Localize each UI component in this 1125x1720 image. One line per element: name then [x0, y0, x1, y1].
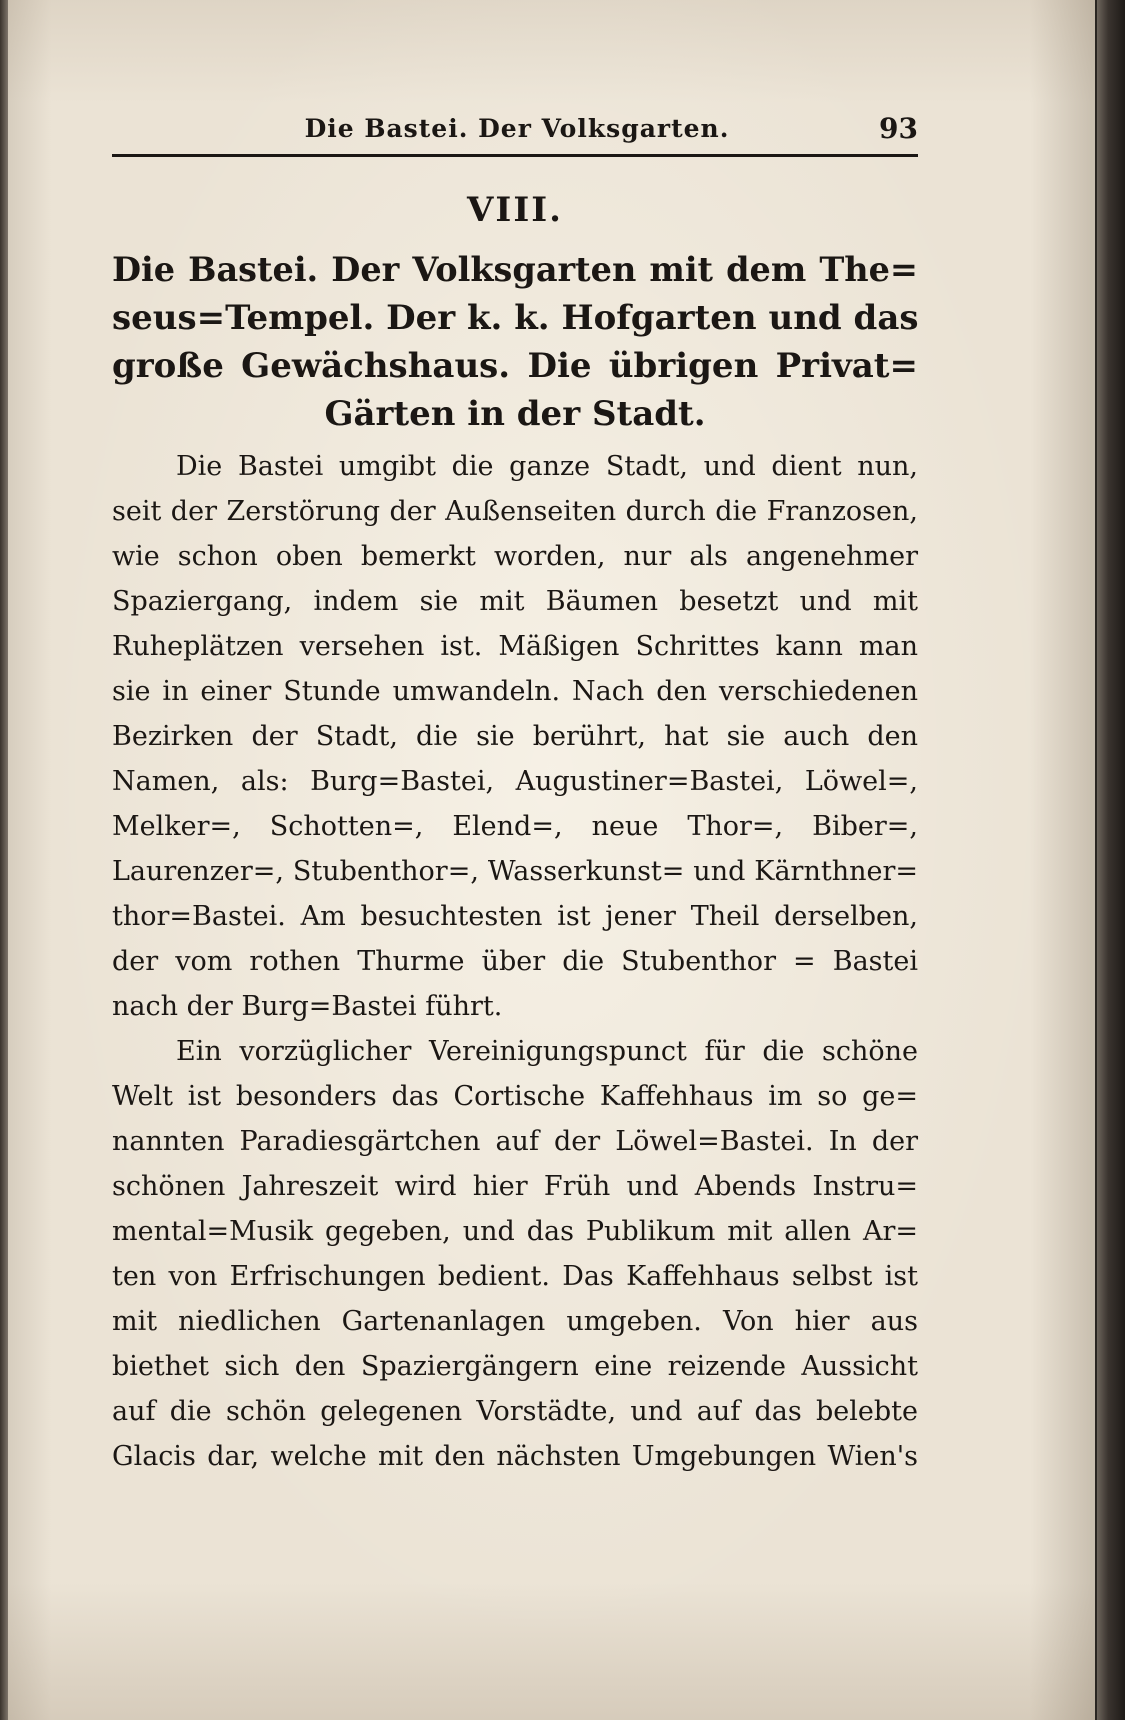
- paragraph-line: biethet sich den Spaziergängern eine reizende Aussicht: [112, 1351, 918, 1382]
- running-head: [116, 112, 918, 152]
- book-page: [8, 0, 1095, 1720]
- paragraph-line: Bezirken der Stadt, die sie berührt, hat sie auch den: [112, 721, 918, 752]
- body-text: [112, 444, 918, 1479]
- paragraph-line: Glacis dar, welche mit den nächsten Umgebungen Wien's: [112, 1441, 918, 1472]
- chapter-title-line: große Gewächshaus. Die übrigen Privat=: [112, 346, 918, 386]
- chapter-title: [112, 246, 918, 438]
- paragraph-line: Ein vorzüglicher Vereinigungspunct für die schöne: [176, 1036, 918, 1067]
- page-number: 93: [879, 112, 918, 145]
- paragraph-line: nach der Burg=Bastei führt.: [112, 991, 503, 1022]
- chapter-number: VIII.: [467, 190, 563, 230]
- paragraph-line: Spaziergang, indem sie mit Bäumen besetzt und mit: [112, 586, 918, 617]
- running-head-title: Die Bastei. Der Volksgarten.: [304, 114, 730, 143]
- paragraph-line: der vom rothen Thurme über die Stubenthor = Bastei: [112, 946, 918, 977]
- paragraph-line: thor=Bastei. Am besuchtesten ist jener Theil derselben,: [112, 901, 918, 932]
- chapter-title-line: Die Bastei. Der Volksgarten mit dem The=: [112, 250, 918, 289]
- chapter-title-line: Gärten in der Stadt.: [324, 394, 706, 434]
- paragraph-line: Melker=, Schotten=, Elend=, neue Thor=, Biber=,: [112, 811, 918, 842]
- paragraph-line: nannten Paradiesgärtchen auf der Löwel=Bastei. In der: [112, 1126, 918, 1157]
- paragraph-line: Welt ist besonders das Cortische Kaffehhaus im so ge=: [112, 1081, 918, 1112]
- paragraph-line: schönen Jahreszeit wird hier Früh und Abends Instru=: [112, 1171, 918, 1202]
- paragraph-line: Namen, als: Burg=Bastei, Augustiner=Bastei, Löwel=,: [112, 766, 918, 797]
- paragraph-line: ten von Erfrischungen bedient. Das Kaffehhaus selbst ist: [112, 1261, 918, 1292]
- paragraph-line: sie in einer Stunde umwandeln. Nach den verschiedenen: [112, 676, 918, 707]
- paragraph-line: seit der Zerstörung der Außenseiten durch die Franzosen,: [112, 496, 918, 527]
- paragraph-line: Ruheplätzen versehen ist. Mäßigen Schrittes kann man: [112, 631, 918, 662]
- header-rule: [112, 154, 918, 157]
- paragraph-line: auf die schön gelegenen Vorstädte, und auf das belebte: [112, 1396, 918, 1427]
- paragraph-line: Laurenzer=, Stubenthor=, Wasserkunst= und Kärnthner=: [112, 856, 918, 887]
- book-fore-edge: [1097, 0, 1125, 1720]
- paragraph-line: Die Bastei umgibt die ganze Stadt, und dient nun,: [176, 451, 918, 482]
- chapter-title-line: seus=Tempel. Der k. k. Hofgarten und das: [112, 298, 919, 338]
- paragraph-line: mit niedlichen Gartenanlagen umgeben. Von hier aus: [112, 1306, 918, 1337]
- paragraph-line: wie schon oben bemerkt worden, nur als angenehmer: [112, 541, 918, 572]
- paragraph-line: mental=Musik gegeben, und das Publikum mit allen Ar=: [112, 1216, 918, 1247]
